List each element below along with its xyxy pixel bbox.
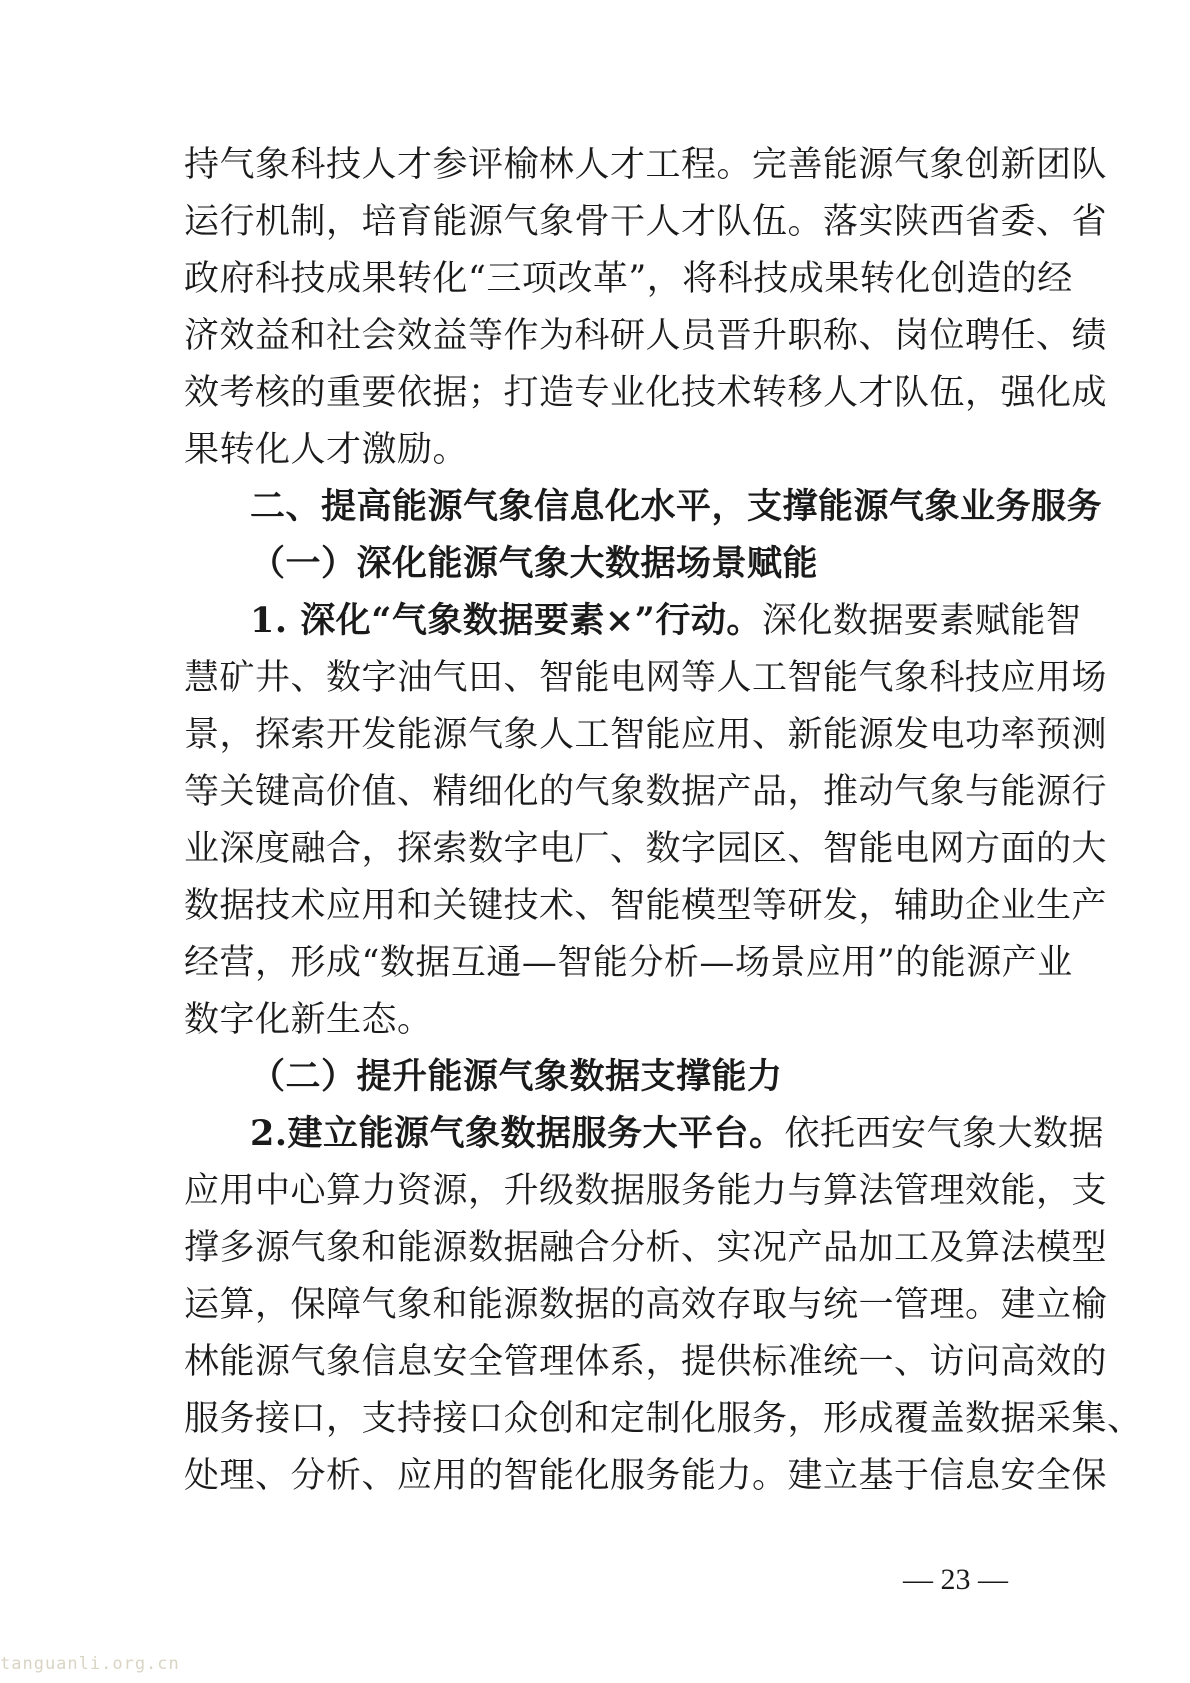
paragraph-1-line-4: 济效益和社会效益等作为科研人员晋升职称、岗位聘任、绩 xyxy=(184,316,1108,356)
item-1-line-3: 景，探索开发能源气象人工智能应用、新能源发电功率预测 xyxy=(184,715,1108,755)
item-2-line-4: 运算，保障气象和能源数据的高效存取与统一管理。建立榆 xyxy=(184,1285,1108,1325)
item-1-line-6: 数据技术应用和关键技术、智能模型等研发，辅助企业生产 xyxy=(184,886,1108,926)
watermark-text: tanguanli.org.cn xyxy=(0,1654,180,1674)
paragraph-1-line-1: 持气象科技人才参评榆林人才工程。完善能源气象创新团队 xyxy=(184,145,1108,185)
item-1-line-2: 慧矿井、数字油气田、智能电网等人工智能气象科技应用场 xyxy=(184,658,1108,698)
item-2-line-3: 撑多源气象和能源数据融合分析、实况产品加工及算法模型 xyxy=(184,1228,1108,1268)
item-2-line-7: 处理、分析、应用的智能化服务能力。建立基于信息安全保 xyxy=(184,1456,1108,1496)
item-2-line-2: 应用中心算力资源，升级数据服务能力与算法管理效能，支 xyxy=(184,1171,1108,1211)
paragraph-1-line-6: 果转化人才激励。 xyxy=(184,430,469,470)
paragraph-1-line-3: 政府科技成果转化“三项改革”，将科技成果转化创造的经 xyxy=(184,259,1073,299)
item-1-line-4: 等关键高价值、精细化的气象数据产品，推动气象与能源行 xyxy=(184,772,1108,812)
paragraph-1-line-2: 运行机制，培育能源气象骨干人才队伍。落实陕西省委、省 xyxy=(184,202,1108,242)
item-1-line-8: 数字化新生态。 xyxy=(184,1000,433,1040)
item-1-first-line xyxy=(250,599,1082,643)
item-2-line-5: 林能源气象信息安全管理体系，提供标准统一、访问高效的 xyxy=(184,1342,1108,1382)
item-2-line-6: 服务接口，支持接口众创和定制化服务，形成覆盖数据采集、 xyxy=(184,1399,1143,1439)
item-2-first-rest: 依托西安气象大数据 xyxy=(784,1114,1105,1154)
item-1-title: 1. 深化“气象数据要素×”行动。 xyxy=(250,600,762,641)
item-1-line-5: 业深度融合，探索数字电厂、数字园区、智能电网方面的大 xyxy=(184,829,1108,869)
section-heading: 二、提高能源气象信息化水平，支撑能源气象业务服务 xyxy=(250,486,1103,527)
item-2-title: 2.建立能源气象数据服务大平台。 xyxy=(250,1113,785,1154)
subheading-2: （二）提升能源气象数据支撑能力 xyxy=(250,1056,783,1097)
page-number: — 23 — xyxy=(903,1563,1008,1596)
paragraph-1-line-5: 效考核的重要依据；打造专业化技术转移人才队伍，强化成 xyxy=(184,373,1108,413)
subheading-1: （一）深化能源气象大数据场景赋能 xyxy=(250,543,819,584)
item-1-line-7: 经营，形成“数据互通—智能分析—场景应用”的能源产业 xyxy=(184,943,1073,983)
item-1-first-rest: 深化数据要素赋能智 xyxy=(761,601,1082,641)
item-2-first-line xyxy=(250,1112,1105,1156)
